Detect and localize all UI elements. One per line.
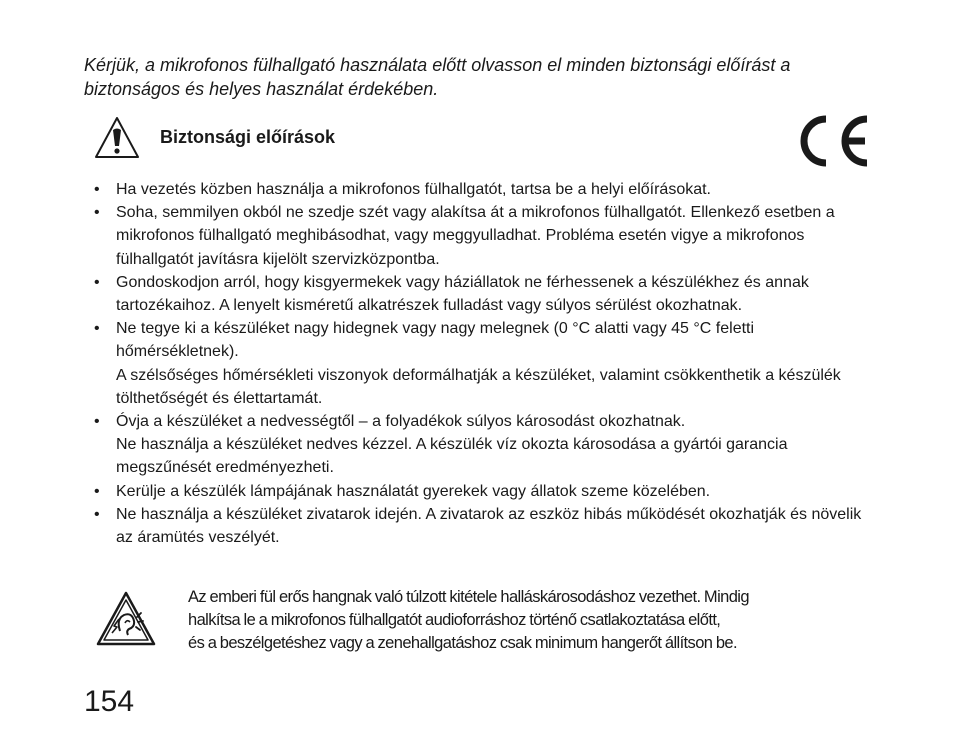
safety-rule-item [94, 271, 874, 317]
hearing-warning [96, 586, 876, 656]
section-header [94, 116, 394, 160]
hearing-warning-text [188, 586, 878, 655]
warning-triangle-icon [94, 116, 140, 160]
safety-rule-text: • Ne használja a készüléket zivatarok idején. A zivatarok az eszköz hibás működését okozhatják és növelik az áramütés veszélyét. [116, 505, 862, 547]
safety-rule-text: • Gondoskodjon arról, hogy kisgyermekek vagy háziállatok ne férhessenek a készülékhez és annak tartozékaihoz. A lenyelt kisméretű alkatrészek fulladást vagy súlyos sérülést okozhatnak. [116, 273, 809, 315]
hearing-warning-line: Az emberi fül erős hangnak való túlzott kitétele halláskárosodáshoz vezethet. Mindig [188, 588, 749, 606]
safety-rule-item [94, 201, 874, 271]
page-number: 154 [84, 685, 135, 718]
safety-rule-text: • Ha vezetés közben használja a mikrofonos fülhallgatót, tartsa be a helyi előírásokat. [116, 181, 711, 198]
safety-rules-list [94, 178, 874, 549]
hearing-damage-warning-icon [96, 591, 156, 647]
hearing-warning-line: halkítsa le a mikrofonos fülhallgatót audioforráshoz történő csatlakoztatása előtt, [188, 611, 721, 629]
intro-text: Kérjük, a mikrofonos fülhallgató használata előtt olvasson el minden biztonsági előírást a biztonságos és helyes használat érdekében. [84, 55, 791, 99]
section-title: Biztonsági előírások [160, 127, 336, 147]
safety-rule-text: A szélsőséges hőmérsékleti viszonyok deformálhatják a készüléket, valamint csökkenthetik a készülék tölthetőségét és élettartamát. [116, 366, 841, 407]
safety-rule-text: • Ne tegye ki a készüléket nagy hidegnek vagy nagy melegnek (0 °C alatti vagy 45 °C feletti hőmérsékletnek). [116, 320, 755, 361]
ce-mark-icon [793, 113, 871, 169]
safety-rule-item [94, 178, 874, 201]
safety-rule-item [94, 503, 874, 549]
safety-rule-item [94, 480, 874, 503]
hearing-warning-line: és a beszélgetéshez vagy a zenehallgatáshoz csak minimum hangerőt állítson be. [188, 634, 737, 652]
safety-rule-text: Ne használja a készüléket nedves kézzel. A készülék víz okozta károsodása a gyártói garancia megszűnését eredményezheti. [116, 436, 788, 477]
safety-rule-text: • Soha, semmilyen okból ne szedje szét vagy alakítsa át a mikrofonos fülhallgatót. Ellenkező esetben a mikrofonos fülhallgató meghibásodhat, vagy meggyulladhat. Probléma esetén vigye a mikrofonos fülhallgatót javításra kijelölt szervizközpontba. [116, 204, 835, 268]
safety-rule-item [94, 317, 874, 410]
safety-rule-text: • Óvja a készüléket a nedvességtől – a folyadékok súlyos károsodást okozhatnak. [116, 413, 686, 431]
safety-rule-item [94, 410, 874, 480]
safety-rule-text: • Kerülje a készülék lámpájának használatát gyerekek vagy állatok szeme közelében. [116, 482, 711, 500]
